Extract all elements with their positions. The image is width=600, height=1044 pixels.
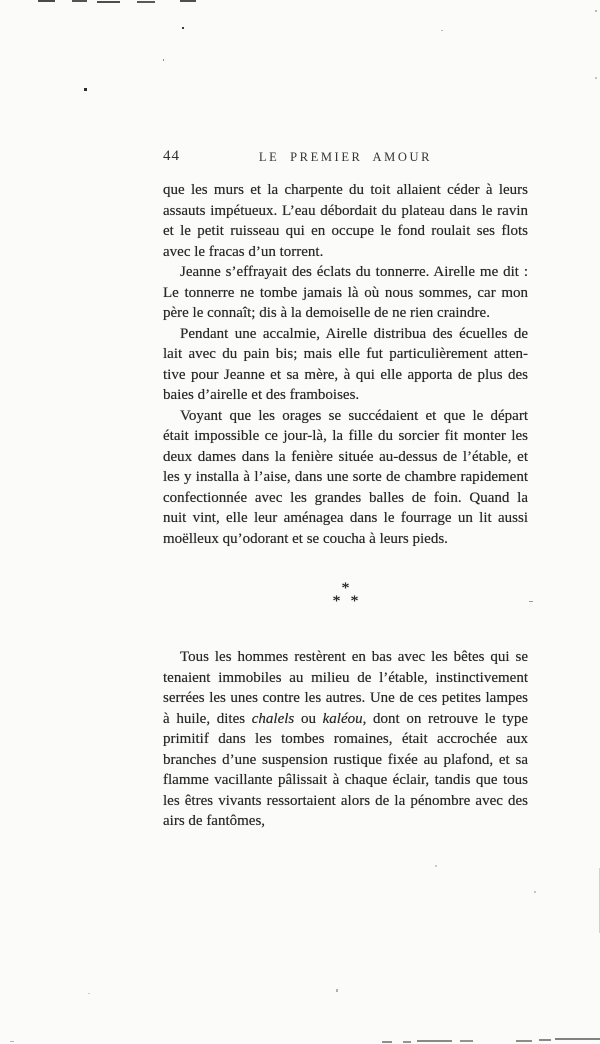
text-line: Jeanne s’effrayait des éclats du tonnerre. Airelle me dit :: [180, 264, 528, 280]
text-line: moëlleux qu’odorant et se coucha à leurs pieds.: [163, 530, 448, 547]
text-line: nuit vint, elle leur aménagea dans le fourrage un lit aussi: [163, 510, 528, 526]
text-line: Le tonnerre ne tombe jamais là où nous sommes, car mon: [163, 284, 528, 301]
text-line: Voyant que les orages se succédaient et que le départ: [180, 407, 528, 424]
text-line: airs de fantômes,: [163, 813, 266, 829]
scan-artifact-bottom-dash: [460, 1040, 473, 1042]
scan-artifact-speck: [435, 865, 437, 867]
scan-artifact-speck: [163, 59, 164, 61]
asterisk-top: *: [341, 580, 350, 597]
scan-artifact-speck: [441, 30, 443, 31]
scan-artifact-bottom-dash: [539, 1039, 551, 1041]
scan-artifact-speck: [595, 10, 597, 12]
scan-artifact-speck: [10, 1041, 14, 1042]
scan-artifact-bottom-dash: [417, 1040, 452, 1042]
scan-artifact-speck: [84, 88, 87, 91]
paragraph: [163, 406, 528, 550]
scan-artifact-top-dash: [137, 1, 155, 3]
scan-artifact-speck: [529, 601, 533, 602]
text-line: primitif dans les tombes romaines, était accrochée aux: [163, 731, 528, 747]
text-line: serrées les unes contre les autres. Une de ces petites lampes: [163, 690, 528, 706]
text-line: deux dames dans la fenière située au-dessus de l’étable, et: [163, 448, 528, 465]
text-line: était impossible ce jour-là, la fille du sorcier fit monter les: [163, 428, 528, 444]
section-separator: [163, 582, 528, 608]
text-line: branches d’une suspension rustique fixée au plafond, et sa: [163, 751, 528, 768]
scan-artifact-top-dash: [97, 1, 120, 3]
scan-artifact-bottom-dash: [382, 1041, 392, 1043]
text-line: flamme vacillante pâlissait à chaque éclair, tandis que tous: [163, 772, 528, 788]
scan-artifact-bottom-dash: [403, 1041, 411, 1043]
scan-artifact-speck: [336, 989, 338, 992]
scan-artifact-bottom-dash: [516, 1040, 532, 1042]
text-line: à huile, dites chalels ou kaléou, dont on retrouve le type: [163, 710, 528, 727]
asterisk-row: * *: [332, 593, 359, 610]
text-line: père le connaît; dis à la demoiselle de ne rien craindre.: [163, 305, 490, 321]
paragraph: [163, 262, 528, 324]
paragraph: [163, 647, 528, 832]
scan-artifact-speck: [88, 993, 90, 994]
text-line: tenaient immobiles au milieu de l’étable, instinctivement: [163, 669, 528, 686]
text-line: avec le fracas d’un torrent.: [163, 243, 324, 260]
text-line: les y installa à l’aise, dans une sorte de chambre rapidement: [163, 469, 528, 485]
text-line: baies d’airelle et des framboises.: [163, 387, 360, 403]
text-line: assauts impétueux. L’eau débordait du plateau dans le ravin: [163, 202, 528, 219]
page-number: 44: [163, 148, 180, 164]
scan-artifact-bottom-dash: [555, 1038, 600, 1040]
text-block-upper: [163, 180, 528, 549]
text-line: confectionnée avec les grandes balles de foin. Quand la: [163, 489, 528, 506]
text-line: Pendant une accalmie, Airelle distribua des écuelles de: [180, 325, 528, 342]
text-line: tive pour Jeanne et sa mère, à qui elle apporta de plus des: [163, 366, 528, 383]
page-header: [163, 148, 528, 168]
text-line: Tous les hommes restèrent en bas avec les bêtes qui se: [180, 649, 528, 665]
text-block-lower: [163, 647, 528, 832]
scan-artifact-top-dash: [72, 0, 87, 2]
scan-artifact-speck: [534, 891, 536, 893]
text-line: que les murs et la charpente du toit allaient céder à leurs: [163, 182, 528, 198]
text-line: les êtres vivants ressortaient alors de la pénombre avec des: [163, 792, 528, 809]
paragraph: [163, 324, 528, 406]
scan-artifact-top-dash: [38, 0, 55, 2]
running-title: LE PREMIER AMOUR: [258, 150, 433, 164]
paragraph: [163, 180, 528, 262]
scan-artifact-speck: [595, 77, 597, 79]
text-line: et le petit ruisseau qui en occupe le fond roulait ses flots: [163, 223, 528, 239]
scan-artifact-top-dash: [180, 0, 196, 2]
scan-artifact-speck: [182, 27, 184, 29]
text-line: lait avec du pain bis; mais elle fut particulièrement atten-: [163, 346, 528, 362]
